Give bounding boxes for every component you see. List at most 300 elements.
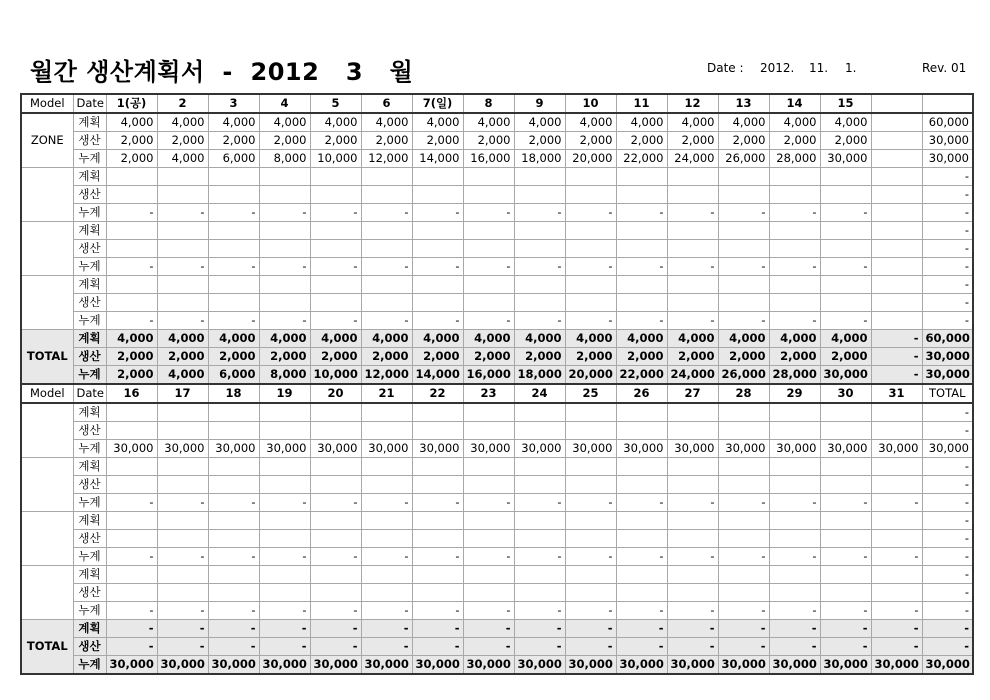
value-cell: 2,000 [667,348,718,366]
value-cell [208,458,259,476]
value-cell: 4,000 [769,330,820,348]
value-cell: 30,000 [922,348,973,366]
value-cell: 30,000 [871,656,922,675]
day-header: 19 [259,384,310,403]
table-row [21,548,973,566]
value-cell: - [361,204,412,222]
value-cell: - [412,312,463,330]
value-cell [412,403,463,422]
value-cell [463,294,514,312]
day-header: 4 [259,94,310,113]
value-cell [667,530,718,548]
value-cell [208,422,259,440]
value-cell [259,476,310,494]
value-cell: 12,000 [361,150,412,168]
value-cell: - [820,602,871,620]
value-cell: 4,000 [259,330,310,348]
value-cell: - [157,312,208,330]
value-cell: 2,000 [463,132,514,150]
value-cell: 30,000 [667,440,718,458]
table-row [21,476,973,494]
value-cell: - [310,204,361,222]
value-cell [157,422,208,440]
value-cell: - [565,602,616,620]
model-cell [21,458,73,512]
value-cell [667,294,718,312]
value-cell: - [616,638,667,656]
value-cell: - [208,312,259,330]
value-cell: - [106,602,157,620]
day-header: 8 [463,94,514,113]
value-cell [208,403,259,422]
model-header: Model [21,384,73,403]
value-cell [616,566,667,584]
value-cell [463,458,514,476]
value-cell [514,512,565,530]
row-label: 누계 [73,656,106,675]
value-cell [769,422,820,440]
value-cell: - [565,258,616,276]
value-cell [361,222,412,240]
value-cell: 2,000 [820,348,871,366]
value-cell [871,113,922,132]
value-cell [769,222,820,240]
value-cell: 4,000 [820,113,871,132]
table-row [21,403,973,422]
value-cell: - [616,602,667,620]
value-cell: 24,000 [667,366,718,385]
value-cell [565,566,616,584]
row-label: 생산 [73,530,106,548]
value-cell: - [922,403,973,422]
value-cell: 2,000 [157,132,208,150]
day-header: 16 [106,384,157,403]
day-header: 2 [157,94,208,113]
value-cell: - [820,620,871,638]
value-cell: - [412,204,463,222]
value-cell [514,240,565,258]
value-cell [871,512,922,530]
value-cell: 30,000 [820,150,871,168]
value-cell: - [667,548,718,566]
value-cell [667,240,718,258]
date-header: Date [73,94,106,113]
value-cell: - [565,638,616,656]
row-label: 계획 [73,458,106,476]
value-cell [769,294,820,312]
model-cell: ZONE [21,113,73,168]
value-cell [361,294,412,312]
value-cell: 30,000 [922,150,973,168]
value-cell: 10,000 [310,150,361,168]
value-cell: - [412,620,463,638]
model-cell [21,512,73,566]
value-cell: - [871,638,922,656]
value-cell: - [412,638,463,656]
value-cell [820,222,871,240]
value-cell [769,566,820,584]
day-header: 15 [820,94,871,113]
value-cell: 2,000 [106,132,157,150]
value-cell [616,403,667,422]
value-cell: - [871,620,922,638]
value-cell: - [718,204,769,222]
day-header: 6 [361,94,412,113]
day-header: 14 [769,94,820,113]
value-cell [718,512,769,530]
value-cell: - [514,204,565,222]
value-cell [718,458,769,476]
value-cell [208,530,259,548]
value-cell [769,186,820,204]
value-cell [514,422,565,440]
value-cell [157,168,208,186]
value-cell: - [514,620,565,638]
value-cell: 30,000 [922,366,973,385]
value-cell [667,584,718,602]
row-label: 생산 [73,186,106,204]
value-cell: - [718,638,769,656]
value-cell: - [769,602,820,620]
value-cell: - [922,186,973,204]
value-cell [718,584,769,602]
value-cell [463,530,514,548]
value-cell [310,240,361,258]
value-cell [157,584,208,602]
value-cell [871,240,922,258]
value-cell: 30,000 [310,656,361,675]
value-cell: - [106,204,157,222]
table-row [21,494,973,512]
table-row [21,512,973,530]
value-cell: 30,000 [412,440,463,458]
value-cell [412,222,463,240]
value-cell [769,168,820,186]
value-cell [208,294,259,312]
table-row [21,440,973,458]
value-cell: - [259,620,310,638]
row-label: 누계 [73,440,106,458]
value-cell: 30,000 [871,440,922,458]
value-cell [667,276,718,294]
value-cell [463,512,514,530]
value-cell [871,186,922,204]
value-cell: - [310,602,361,620]
value-cell: - [769,312,820,330]
value-cell [769,240,820,258]
value-cell [412,566,463,584]
value-cell [463,186,514,204]
day-header: 31 [871,384,922,403]
value-cell [718,422,769,440]
value-cell: 2,000 [310,132,361,150]
value-cell [718,476,769,494]
total-row [21,348,973,366]
value-cell [820,512,871,530]
day-header: 18 [208,384,259,403]
value-cell: - [208,638,259,656]
value-cell: 8,000 [259,366,310,385]
value-cell [565,584,616,602]
value-cell [565,512,616,530]
value-cell: 4,000 [667,113,718,132]
table-row [21,132,973,150]
value-cell: - [667,620,718,638]
value-cell: - [106,620,157,638]
day-header: 30 [820,384,871,403]
value-cell [208,512,259,530]
value-cell [565,222,616,240]
header-row [21,94,973,113]
value-cell [310,512,361,530]
value-cell: - [565,620,616,638]
value-cell [208,584,259,602]
row-label: 생산 [73,422,106,440]
value-cell: - [463,494,514,512]
value-cell: - [871,548,922,566]
value-cell: 6,000 [208,150,259,168]
value-cell [106,403,157,422]
value-cell [361,476,412,494]
value-cell: - [514,602,565,620]
value-cell [667,168,718,186]
value-cell [106,422,157,440]
value-cell: - [922,222,973,240]
value-cell: - [514,312,565,330]
model-cell [21,566,73,620]
value-cell: - [667,602,718,620]
value-cell: 2,000 [667,132,718,150]
value-cell: 16,000 [463,150,514,168]
value-cell [514,566,565,584]
value-cell: 4,000 [157,366,208,385]
value-cell [157,294,208,312]
value-cell: - [463,638,514,656]
value-cell [565,168,616,186]
date-label: Date : [707,61,744,75]
day-header: 29 [769,384,820,403]
value-cell: 4,000 [769,113,820,132]
value-cell: 30,000 [718,656,769,675]
value-cell [616,222,667,240]
value-cell [667,403,718,422]
value-cell: - [157,638,208,656]
value-cell: - [157,548,208,566]
value-cell: 2,000 [361,132,412,150]
table-row [21,204,973,222]
value-cell: 8,000 [259,150,310,168]
value-cell [412,584,463,602]
value-cell [463,422,514,440]
value-cell [208,186,259,204]
value-cell: - [820,548,871,566]
value-cell: - [922,476,973,494]
value-cell: - [718,620,769,638]
value-cell: 4,000 [106,113,157,132]
value-cell: - [616,204,667,222]
day-header: 28 [718,384,769,403]
value-cell [718,186,769,204]
value-cell: - [310,620,361,638]
value-cell: 26,000 [718,150,769,168]
value-cell [106,584,157,602]
value-cell [106,476,157,494]
value-cell [412,422,463,440]
value-cell: 4,000 [616,330,667,348]
value-cell [208,168,259,186]
value-cell [208,566,259,584]
day-header: 11 [616,94,667,113]
value-cell: - [361,258,412,276]
value-cell: - [922,240,973,258]
value-cell: 4,000 [565,113,616,132]
value-cell [820,240,871,258]
value-cell [514,584,565,602]
table-row [21,150,973,168]
value-cell: - [259,638,310,656]
value-cell: - [259,602,310,620]
value-cell [871,458,922,476]
value-cell: - [412,602,463,620]
value-cell [616,458,667,476]
value-cell [514,222,565,240]
value-cell [208,276,259,294]
value-cell [361,566,412,584]
value-cell: - [463,620,514,638]
value-cell [310,222,361,240]
value-cell [718,276,769,294]
value-cell [667,476,718,494]
row-label: 누계 [73,548,106,566]
value-cell: 28,000 [769,150,820,168]
value-cell: 4,000 [157,113,208,132]
value-cell [361,403,412,422]
date-year: 2012. [760,61,795,75]
value-cell [820,458,871,476]
row-label: 계획 [73,620,106,638]
value-cell: - [208,548,259,566]
value-cell [310,403,361,422]
value-cell [565,458,616,476]
value-cell: 2,000 [514,348,565,366]
value-cell: - [718,312,769,330]
value-cell [310,168,361,186]
date-header: Date [73,384,106,403]
value-cell [718,168,769,186]
value-cell: - [106,548,157,566]
value-cell: - [208,204,259,222]
value-cell [157,240,208,258]
model-cell [21,276,73,330]
value-cell [820,530,871,548]
value-cell [871,150,922,168]
value-cell [259,512,310,530]
value-cell [310,566,361,584]
value-cell: - [922,530,973,548]
value-cell [769,276,820,294]
row-label: 생산 [73,132,106,150]
value-cell [514,186,565,204]
value-cell: - [310,548,361,566]
value-cell [412,294,463,312]
value-cell: 30,000 [820,440,871,458]
value-cell: - [922,422,973,440]
day-header: 20 [310,384,361,403]
value-cell: - [616,312,667,330]
value-cell: 4,000 [412,113,463,132]
value-cell [616,512,667,530]
value-cell [463,222,514,240]
value-cell [310,186,361,204]
value-cell: 4,000 [412,330,463,348]
value-cell [310,294,361,312]
value-cell [412,240,463,258]
value-cell [718,403,769,422]
value-cell [820,566,871,584]
value-cell [514,530,565,548]
value-cell: 20,000 [565,150,616,168]
value-cell: - [769,620,820,638]
value-cell: - [157,602,208,620]
value-cell: 4,000 [463,330,514,348]
value-cell: - [565,494,616,512]
value-cell [106,168,157,186]
value-cell [310,422,361,440]
value-cell [820,584,871,602]
value-cell [514,458,565,476]
value-cell [361,186,412,204]
day-header [922,94,973,113]
total-row [21,330,973,348]
table-row [21,458,973,476]
value-cell [157,458,208,476]
table-row [21,258,973,276]
day-header: 24 [514,384,565,403]
value-cell: - [565,312,616,330]
value-cell: 30,000 [310,440,361,458]
value-cell: 30,000 [208,656,259,675]
value-cell: - [361,548,412,566]
value-cell: - [259,258,310,276]
value-cell: 22,000 [616,150,667,168]
value-cell [259,294,310,312]
day-header [871,94,922,113]
value-cell: - [106,312,157,330]
value-cell: 30,000 [208,440,259,458]
value-cell [259,530,310,548]
value-cell [157,403,208,422]
value-cell [820,186,871,204]
day-header: TOTAL [922,384,973,403]
row-label: 생산 [73,348,106,366]
value-cell: - [922,168,973,186]
row-label: 생산 [73,584,106,602]
row-label: 계획 [73,168,106,186]
value-cell [157,530,208,548]
value-cell: 26,000 [718,366,769,385]
value-cell: - [922,584,973,602]
table-row [21,240,973,258]
value-cell [769,476,820,494]
value-cell [412,458,463,476]
value-cell: 4,000 [157,330,208,348]
value-cell: - [463,548,514,566]
value-cell: - [769,638,820,656]
value-cell: - [616,258,667,276]
value-cell [412,476,463,494]
value-cell: 2,000 [157,348,208,366]
value-cell [871,294,922,312]
